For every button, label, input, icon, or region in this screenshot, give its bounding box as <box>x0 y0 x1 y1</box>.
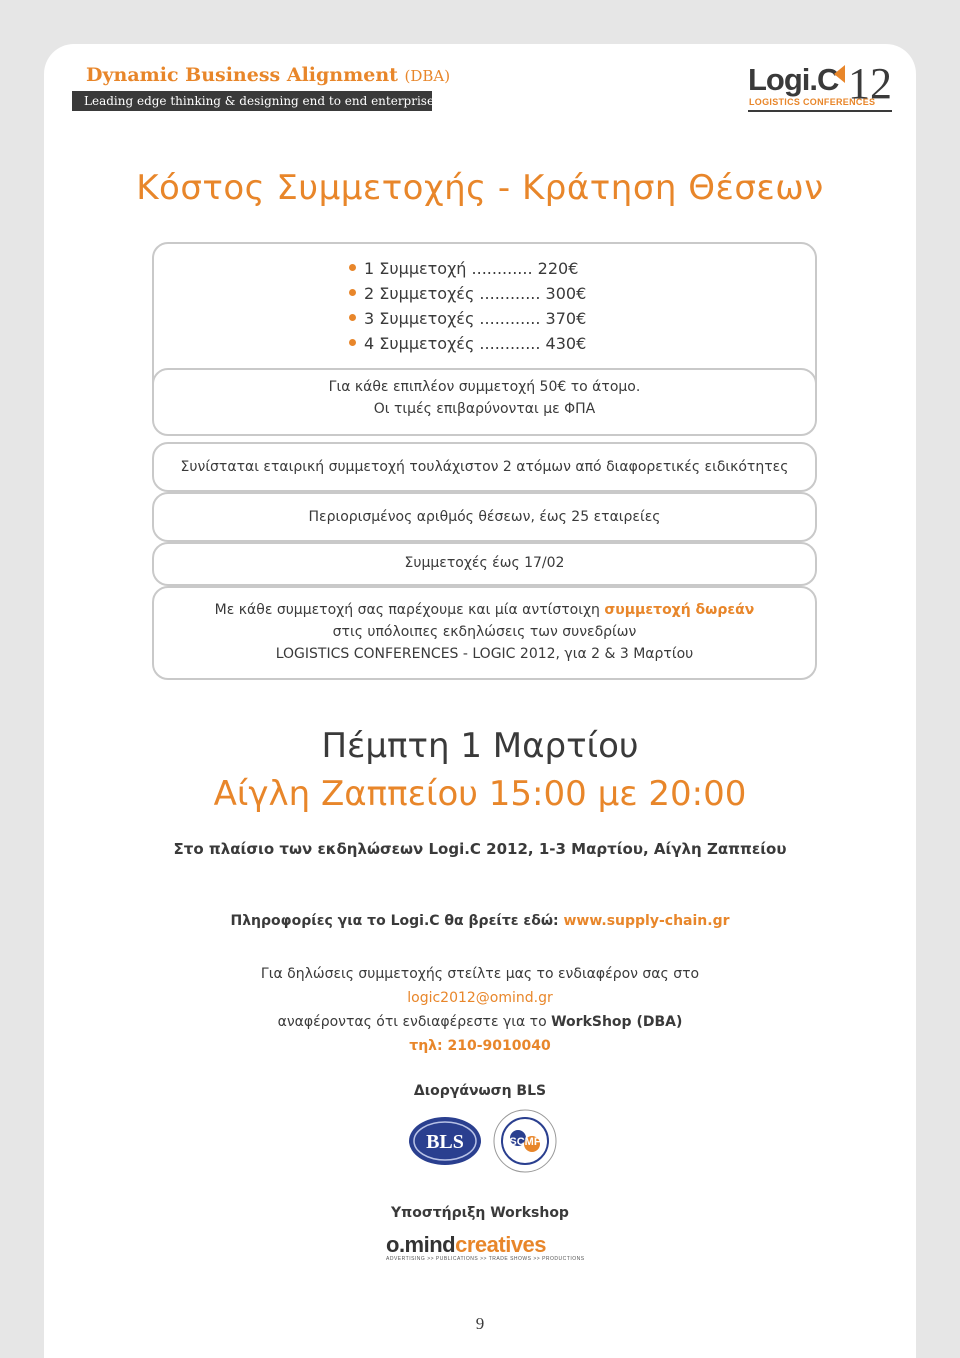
offer-line-1: Με κάθε συμμετοχή σας παρέχουμε και μία αντίστοιχη συμμετοχή δωρεάν <box>214 602 755 618</box>
price-item: 1 Συμμετοχή ............ 220€ <box>349 256 586 281</box>
phone-number: τηλ: 210-9010040 <box>409 1038 551 1054</box>
support-label: Υποστήριξη Workshop <box>391 1205 569 1221</box>
deadline-note-box <box>152 542 817 586</box>
logo-name: Logi.C <box>748 62 839 97</box>
email-link[interactable]: logic2012@omind.gr <box>407 990 553 1006</box>
page-number: 9 <box>475 1314 485 1333</box>
header-subtitle-bar <box>72 91 441 111</box>
declaration-line-1: Για δηλώσεις συμμετοχής στείλτε μας το ενδιαφέρον σας στο <box>260 966 700 982</box>
price-item: 2 Συμμετοχές ............ 300€ <box>349 281 586 306</box>
bullet-icon <box>349 314 356 321</box>
declaration-block <box>0 962 960 1058</box>
event-venue-time: Αίγλη Ζαππείου 15:00 με 20:00 <box>213 774 747 814</box>
price-list <box>349 256 586 356</box>
logic-logo <box>748 60 894 114</box>
declaration-line-3: αναφέροντας ότι ενδιαφέρεστε για το WorkShop (DBA) <box>277 1014 683 1030</box>
event-context: Στο πλαίσιο των εκδηλώσεων Logi.C 2012, 1-3 Μαρτίου, Αίγλη Ζαππείου <box>173 840 787 858</box>
price-item: 3 Συμμετοχές ............ 370€ <box>349 306 586 331</box>
omind-logo <box>386 1232 586 1264</box>
logo-number: 12 <box>848 59 892 108</box>
logo-tagline: LOGISTICS CONFERENCES <box>749 97 876 107</box>
offer-line-2: στις υπόλοιπες εκδηλώσεις των συνεδρίων <box>332 624 637 640</box>
company-note: Συνίσταται εταιρική συμμετοχή τουλάχιστον 2 ατόμων από διαφορετικές ειδικότητες <box>180 459 789 475</box>
bullet-icon <box>349 339 356 346</box>
logo-arrow-icon <box>834 65 845 83</box>
header-title <box>86 64 450 86</box>
limited-note-box <box>152 492 817 542</box>
event-date: Πέμπτη 1 Μαρτίου <box>321 726 639 766</box>
bls-logo <box>408 1116 482 1166</box>
offer-highlight: συμμετοχή δωρεάν <box>604 602 755 618</box>
omind-tagline: ADVERTISING >> PUBLICATIONS >> TRADE SHOWS >> PRODUCTIONS <box>386 1256 585 1262</box>
omind-wordmark: o.mindcreatives <box>386 1232 547 1257</box>
scmf-logo-text: SCMF <box>509 1136 541 1148</box>
header-title-suffix: (DBA) <box>404 67 451 85</box>
bullet-icon <box>349 289 356 296</box>
company-note-box <box>152 442 817 492</box>
scmf-logo <box>492 1108 558 1174</box>
offer-line-3: LOGISTICS CONFERENCES - LOGIC 2012, για 2 & 3 Μαρτίου <box>275 646 694 662</box>
header-title-text: Dynamic Business Alignment <box>86 64 398 86</box>
bls-logo-text: BLS <box>426 1131 464 1153</box>
deadline-note: Συμμετοχές έως 17/02 <box>404 555 565 571</box>
page-title: Κόστος Συμμετοχής - Κράτηση Θέσεων <box>136 168 824 208</box>
offer-box <box>152 586 817 680</box>
extra-note: Για κάθε επιπλέον συμμετοχή 50€ το άτομο. <box>328 379 641 395</box>
logo-rule <box>748 110 892 112</box>
vat-note: Οι τιμές επιβαρύνονται με ΦΠΑ <box>373 401 596 417</box>
info-line: Πληροφορίες για το Logi.C θα βρείτε εδώ: www.supply-chain.gr <box>230 913 730 929</box>
bullet-icon <box>349 264 356 271</box>
extra-note-box <box>152 368 817 436</box>
price-item: 4 Συμμετοχές ............ 430€ <box>349 331 586 356</box>
info-link[interactable]: www.supply-chain.gr <box>563 913 730 929</box>
limited-note: Περιορισμένος αριθμός θέσεων, έως 25 εταιρείες <box>308 509 661 525</box>
organizer-label: Διοργάνωση BLS <box>413 1083 547 1099</box>
header-subtitle: Leading edge thinking & designing end to end enterprises <box>84 94 441 108</box>
